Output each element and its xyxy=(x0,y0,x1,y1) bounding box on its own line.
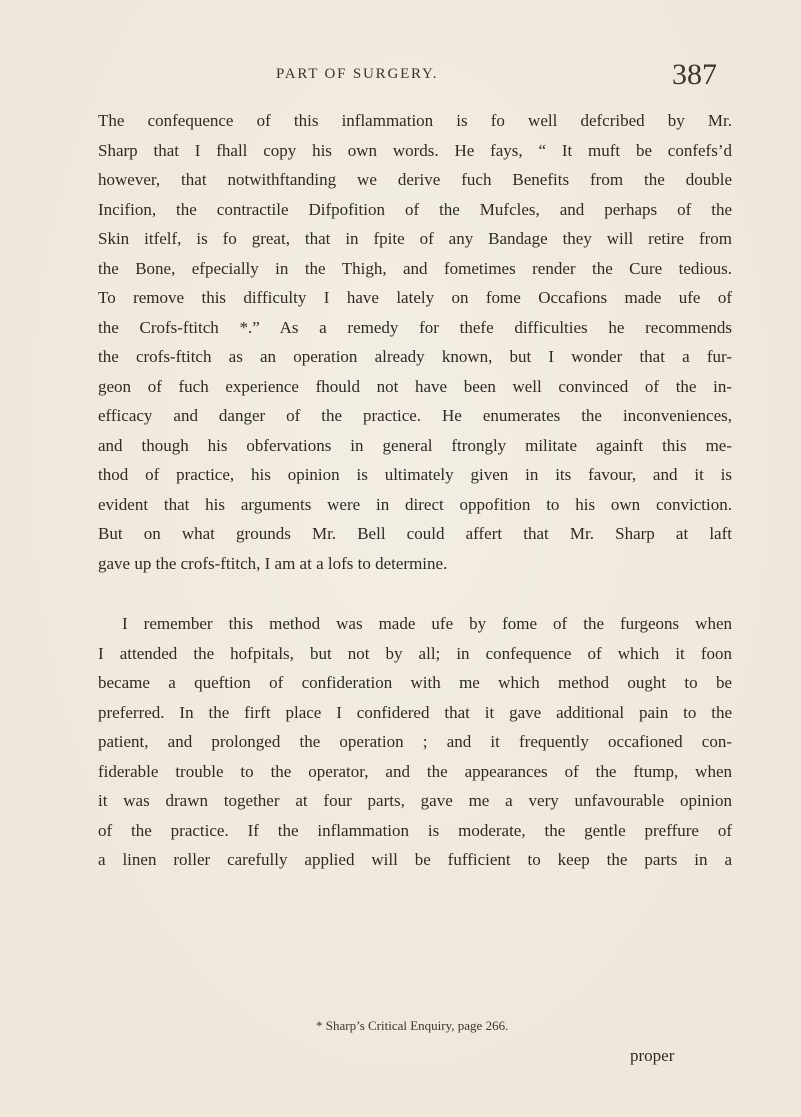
text-line: and though his obfervations in general ftrongly militate againft this me- xyxy=(98,435,732,455)
text-line: thod of practice, his opinion is ultimately given in its favour, and it is xyxy=(98,465,732,484)
catchword: proper xyxy=(630,1046,675,1065)
text-line: a linen roller carefully applied will be fufficient to keep the parts in a xyxy=(98,850,732,869)
text-line: Incifion, the contractile Difpofition of the Mufcles, and perhaps of the xyxy=(98,199,732,219)
text-line: Skin itfelf, is fo great, that in fpite of any Bandage they will retire from xyxy=(98,229,732,248)
running-head xyxy=(0,58,801,98)
text-line: fiderable trouble to the operator, and the appearances of the ftump, when xyxy=(98,761,732,781)
body-text xyxy=(98,106,732,875)
text-line: To remove this difficulty I have lately on fome Occafions made ufe of xyxy=(98,288,732,307)
footnote: * Sharp’s Critical Enquiry, page 266. xyxy=(316,1018,509,1033)
text-line: however, that notwithftanding we derive fuch Benefits from the double xyxy=(98,170,732,189)
text-line: Sharp that I fhall copy his own words. He fays, “ It muft be confefs’d xyxy=(98,140,732,160)
text-line: of the practice. If the inflammation is moderate, the gentle preffure of xyxy=(98,820,732,840)
text-line: I attended the hofpitals, but not by all; in confequence of which it foon xyxy=(98,643,732,663)
text-line: the Crofs-ftitch *.” As a remedy for thefe difficulties he recommends xyxy=(98,317,732,337)
text-line: the crofs-ftitch as an operation already known, but I wonder that a fur- xyxy=(98,347,732,366)
text-line: But on what grounds Mr. Bell could affert that Mr. Sharp at laft xyxy=(98,524,732,543)
text-line: patient, and prolonged the operation ; and it frequently occafioned con- xyxy=(98,732,732,751)
paragraph-gap xyxy=(98,578,732,609)
text-line: evident that his arguments were in direct oppofition to his own conviction. xyxy=(98,494,732,514)
running-title: PART OF SURGERY. xyxy=(276,66,439,82)
paragraph-1 xyxy=(98,106,732,578)
paragraph-2 xyxy=(98,609,732,875)
text-line: gave up the crofs-ftitch, I am at a lofs to determine. xyxy=(98,553,448,573)
text-line: I remember this method was made ufe by fome of the furgeons when xyxy=(122,614,732,633)
text-line: preferred. In the firft place I confidered that it gave additional pain to the xyxy=(98,702,732,722)
text-line: The confequence of this inflammation is fo well defcribed by Mr. xyxy=(98,111,732,130)
page-number: 387 xyxy=(672,58,717,91)
text-line: efficacy and danger of the practice. He enumerates the inconveniences, xyxy=(98,406,732,425)
text-line: the Bone, efpecially in the Thigh, and fometimes render the Cure tedious. xyxy=(98,258,732,278)
text-line: geon of fuch experience fhould not have been well convinced of the in- xyxy=(98,376,732,396)
text-line: it was drawn together at four parts, gave me a very unfavourable opinion xyxy=(98,791,732,810)
text-line: became a queftion of confideration with me which method ought to be xyxy=(98,673,732,692)
